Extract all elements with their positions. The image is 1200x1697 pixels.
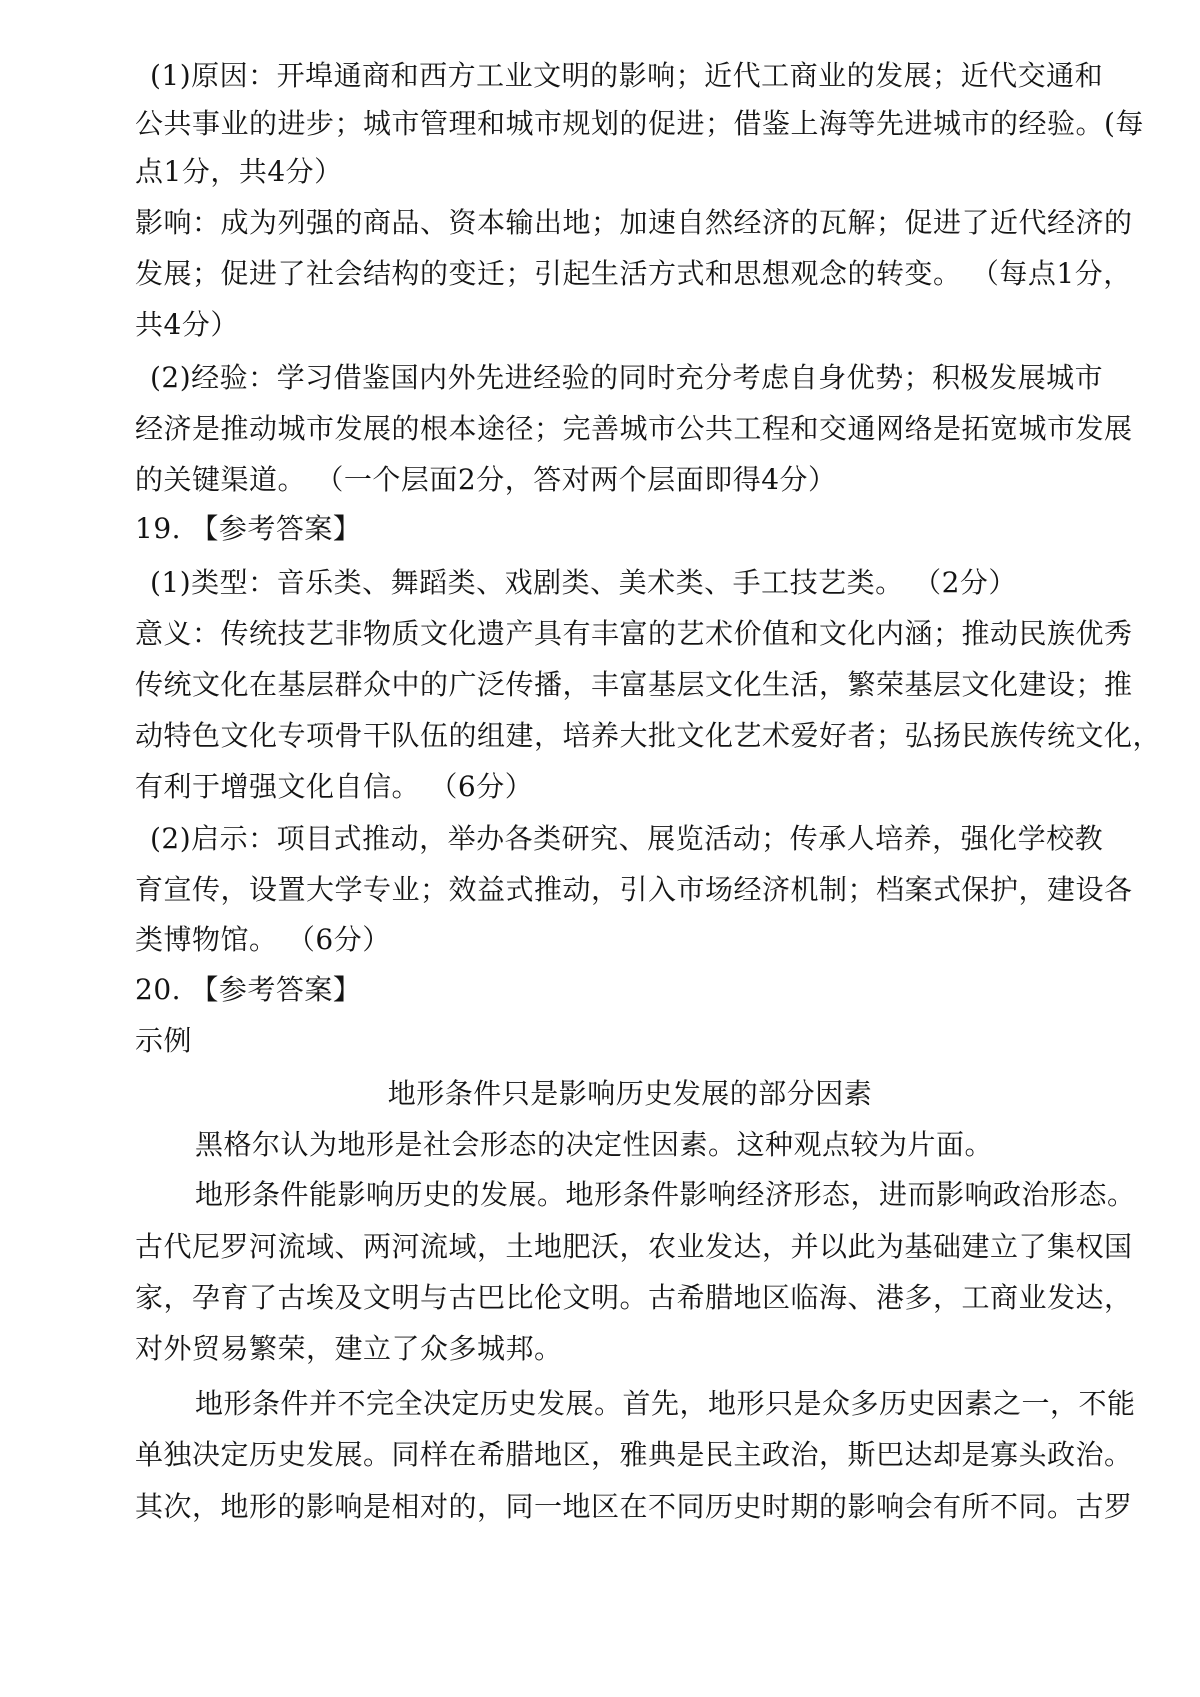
- q18-part2-line1: (2)经验：学习借鉴国内外先进经验的同时充分考虑自身优势；积极发展城市: [150, 361, 1104, 394]
- essay-para3-line2: 单独决定历史发展。同样在希腊地区，雅典是民主政治，斯巴达却是寡头政治。: [135, 1438, 1133, 1471]
- q19-part1-meaning-line2: 传统文化在基层群众中的广泛传播，丰富基层文化生活，繁荣基层文化建设；推: [135, 668, 1133, 701]
- essay-title: 地形条件只是影响历史发展的部分因素: [387, 1077, 873, 1110]
- q19-part2-line3: 类博物馆。 （6分）: [135, 923, 391, 956]
- q20-heading: 20. 【参考答案】: [135, 973, 362, 1006]
- q18-part2-line3: 的关键渠道。 （一个层面2分，答对两个层面即得4分）: [135, 463, 837, 496]
- q19-part1-meaning-line4: 有利于增强文化自信。 （6分）: [135, 770, 534, 803]
- q18-part1-impact-line3: 共4分）: [135, 308, 239, 341]
- essay-para2-line1: 地形条件能影响历史的发展。地形条件影响经济形态，进而影响政治形态。: [195, 1178, 1136, 1211]
- q18-part1-impact-line2: 发展；促进了社会结构的变迁；引起生活方式和思想观念的转变。 （每点1分，: [135, 257, 1132, 290]
- essay-para1: 黑格尔认为地形是社会形态的决定性因素。这种观点较为片面。: [195, 1128, 994, 1161]
- q19-part2-line1: (2)启示：项目式推动，举办各类研究、展览活动；传承人培养，强化学校教: [150, 822, 1104, 855]
- essay-para3-line1: 地形条件并不完全决定历史发展。首先，地形只是众多历史因素之一，不能: [195, 1387, 1136, 1420]
- q19-part2-line2: 育宣传，设置大学专业；效益式推动，引入市场经济机制；档案式保护，建设各: [135, 873, 1133, 906]
- q19-heading: 19. 【参考答案】: [135, 512, 362, 545]
- q18-part2-line2: 经济是推动城市发展的根本途径；完善城市公共工程和交通网络是拓宽城市发展: [135, 412, 1133, 445]
- essay-para2-line2: 古代尼罗河流域、两河流域，土地肥沃，农业发达，并以此为基础建立了集权国: [135, 1230, 1133, 1263]
- essay-para2-line4: 对外贸易繁荣，建立了众多城邦。: [135, 1332, 563, 1365]
- q19-part1-type-line: (1)类型：音乐类、舞蹈类、戏剧类、美术类、手工技艺类。 （2分）: [150, 566, 1017, 599]
- q19-part1-meaning-line1: 意义：传统技艺非物质文化遗产具有丰富的艺术价值和文化内涵；推动民族优秀: [135, 617, 1133, 650]
- q19-part1-meaning-line3: 动特色文化专项骨干队伍的组建，培养大批文化艺术爱好者；弘扬民族传统文化，: [135, 719, 1162, 752]
- q18-part1-impact-line1: 影响：成为列强的商品、资本输出地；加速自然经济的瓦解；促进了近代经济的: [135, 206, 1133, 239]
- q18-part1-cause-line3: 点1分，共4分）: [135, 155, 343, 188]
- q18-part1-cause-line2: 公共事业的进步；城市管理和城市规划的促进；借鉴上海等先进城市的经验。(每: [135, 107, 1144, 140]
- essay-para2-line3: 家，孕育了古埃及文明与古巴比伦文明。古希腊地区临海、港多，工商业发达，: [135, 1281, 1133, 1314]
- essay-para3-line3: 其次，地形的影响是相对的，同一地区在不同历史时期的影响会有所不同。古罗: [135, 1490, 1133, 1523]
- q18-part1-cause-line1: (1)原因：开埠通商和西方工业文明的影响；近代工商业的发展；近代交通和: [150, 59, 1104, 92]
- q20-example-label: 示例: [135, 1024, 193, 1057]
